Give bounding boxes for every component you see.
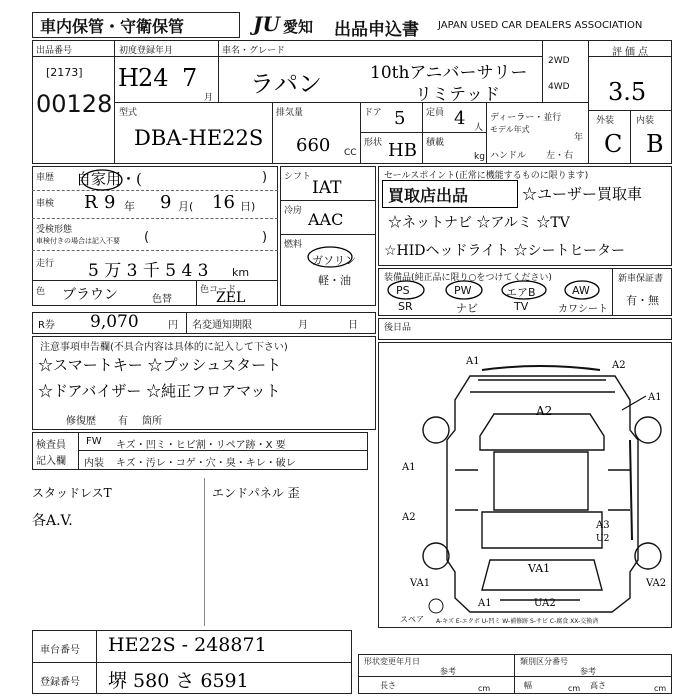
shape-value: HB xyxy=(388,140,417,161)
drive-2wd: 2WD xyxy=(548,56,570,66)
warranty-label: 新車保証書 xyxy=(618,274,664,284)
mileage-unit: km xyxy=(232,266,250,279)
diag-u2-right-door: U2 xyxy=(596,534,610,544)
repair-label: 修復歴 xyxy=(66,416,96,427)
later-items-label: 後日品 xyxy=(384,323,412,333)
notes-line2: ☆ドアバイザー ☆純正フロアマット xyxy=(38,382,281,400)
note-av: 各A.V. xyxy=(32,513,73,529)
use-paren-close: ) xyxy=(262,170,268,185)
registration-era: H xyxy=(118,64,139,92)
equip-tv: TV xyxy=(514,300,529,313)
equip-aw: AW xyxy=(572,284,590,297)
accept-note: 車検付きの場合は記入不要 xyxy=(36,237,120,245)
fw-label: FW xyxy=(86,436,102,447)
exterior-value: C xyxy=(604,130,623,158)
model-name: ラパン xyxy=(250,70,322,98)
inspection-month: 9 xyxy=(160,192,172,213)
shape-change-sub: 参考 xyxy=(440,667,456,676)
sales-line2: ☆HIDヘッドライト ☆シートヒーター xyxy=(384,243,625,259)
score-value: 3.5 xyxy=(608,78,647,106)
accept-paren-close: ) xyxy=(262,230,268,245)
diag-a1-right: A1 xyxy=(648,392,662,403)
interior-value: B xyxy=(646,130,664,158)
interior-label: 内装 xyxy=(636,116,655,126)
fuel-label: 燃料 xyxy=(284,240,303,250)
doors-label: ドア xyxy=(364,108,382,118)
recycle-value: 9,070 xyxy=(90,312,139,332)
height-unit: cm xyxy=(654,684,667,693)
diag-a1-left-door: A1 xyxy=(402,462,416,473)
ac-value: AAC xyxy=(308,210,344,229)
inspection-era: R xyxy=(84,192,98,213)
registration-month-unit: 月 xyxy=(204,93,214,103)
inspector-label1: 検査員 xyxy=(36,440,66,451)
diag-a2-roof: A2 xyxy=(536,404,553,418)
inspector-label2: 記入欄 xyxy=(36,456,66,467)
model-year-unit: 年 xyxy=(574,133,584,143)
repair-value: 有 xyxy=(118,416,128,427)
load-label: 積載 xyxy=(426,138,445,148)
diag-ua2-bottom: UA2 xyxy=(534,598,556,609)
in-label: 内装 xyxy=(84,458,104,469)
note-endpanel: エンドパネル 歪 xyxy=(212,486,300,500)
diag-va2-right: VA2 xyxy=(646,578,667,589)
model-label: 車名・グレード xyxy=(222,46,286,56)
ac-label: 冷房 xyxy=(284,206,303,216)
color-change-label: 色替 xyxy=(152,294,172,305)
note-studless: スタッドレスT xyxy=(32,486,112,500)
width-unit: cm xyxy=(568,684,581,693)
equipment-label: 装備品(純正品に限り○をつけてください) xyxy=(384,273,552,283)
load-unit: kg xyxy=(474,152,485,162)
spare-label: スペア xyxy=(400,615,424,624)
recycle-unit: 円 xyxy=(168,320,178,331)
notes-label: 注意事項申告欄(不具合内容は具体的に記入して下さい) xyxy=(40,342,288,353)
diag-a2-left-door: A2 xyxy=(402,512,416,523)
notes-line1: ☆スマートキー ☆プッシュスタート xyxy=(38,356,282,374)
mileage-value: 5 万 3 千 5 4 3 xyxy=(88,261,209,281)
lot-label: 出品番号 xyxy=(36,46,73,56)
deadline-month-unit: 月 xyxy=(298,320,308,331)
registration-year: 24 xyxy=(138,64,169,92)
model-grade-line1: 10thアニバーサリー xyxy=(370,63,528,83)
warranty-options: 有・無 xyxy=(626,294,659,307)
fuel-diesel: 軽・油 xyxy=(318,274,351,287)
diag-a2-top-right: A2 xyxy=(612,360,626,371)
accept-paren-open: ( xyxy=(144,230,150,245)
lot-sub-number: [2173] xyxy=(46,66,83,79)
inspection-year-unit: 年 xyxy=(124,200,135,213)
chassis-label: 車台番号 xyxy=(40,645,80,656)
use-value: 自家用・( xyxy=(76,170,142,188)
sales-line0: 買取店出品 xyxy=(388,186,469,205)
inspection-day: 16 xyxy=(212,192,235,213)
deadline-day-unit: 日 xyxy=(348,320,358,331)
shift-label: シフト xyxy=(284,172,312,182)
model-grade-line2: リミテッド xyxy=(415,85,500,105)
use-label: 車歴 xyxy=(36,173,55,183)
plate-value: 堺 580 さ 6591 xyxy=(108,670,249,692)
equip-pw: PW xyxy=(454,284,472,297)
displacement-unit: CC xyxy=(344,148,357,158)
registration-month: 7 xyxy=(182,64,198,92)
lot-number: 00128 xyxy=(36,90,113,118)
shape-label: 形状 xyxy=(364,138,383,148)
color-code-value: ZEL xyxy=(216,290,246,306)
diag-va1-center: VA1 xyxy=(528,562,551,575)
equip-airbag: エアB xyxy=(506,286,536,299)
equip-ps: PS xyxy=(396,284,410,297)
type-label: 型式 xyxy=(119,108,138,118)
inspection-month-unit: 月( xyxy=(178,200,194,213)
form-title: 出品申込書 xyxy=(334,20,419,40)
shape-change-label: 形状変更年月日 xyxy=(364,657,420,666)
capacity-value: 4 xyxy=(454,108,466,129)
width-label: 幅 xyxy=(524,681,532,690)
storage-label: 車内保管・守衛保管 xyxy=(40,17,185,36)
registration-label: 初度登録年月 xyxy=(119,46,174,56)
length-label: 長さ xyxy=(380,681,396,690)
color-label: 色 xyxy=(36,287,46,297)
diag-a1-bottom: A1 xyxy=(478,598,492,609)
length-unit: cm xyxy=(478,684,491,693)
shift-value: IAT xyxy=(312,178,342,198)
equip-navi: ナビ xyxy=(456,302,478,315)
diag-va1-left: VA1 xyxy=(410,578,431,589)
sales-label: セールスポイント(正常に機能するものに限ります) xyxy=(384,171,589,181)
deadline-label: 名変通知期限 xyxy=(192,320,252,331)
class-number-label: 類別区分番号 xyxy=(520,657,568,666)
chassis-value: HE22S - 248871 xyxy=(108,634,267,656)
capacity-unit: 人 xyxy=(474,123,484,133)
displacement-label: 排気量 xyxy=(276,108,304,118)
equip-kawaseat: カワシート xyxy=(558,304,608,315)
plate-label: 登録番号 xyxy=(40,677,80,688)
inspection-label: 車検 xyxy=(36,199,55,209)
sales-line0b: ☆ユーザー買取車 xyxy=(522,185,643,203)
org-name: 愛知 xyxy=(283,18,314,36)
type-value: DBA-HE22S xyxy=(134,126,264,150)
doors-value: 5 xyxy=(394,108,406,129)
displacement-value: 660 xyxy=(296,135,331,156)
color-code-label: 色コード xyxy=(200,285,237,295)
drive-4wd: 4WD xyxy=(548,82,570,92)
damage-legend: A-キズ E-エクボ U-凹ミ W-補修跡 S-サビ C-腐食 XX-交換済 xyxy=(436,618,599,625)
height-label: 高さ xyxy=(590,681,606,690)
repair-place: 箇所 xyxy=(142,416,162,427)
fuel-gasoline: ガソリン xyxy=(312,254,356,267)
model-year-label: モデル年式 xyxy=(490,125,530,134)
diag-a1-top-left: A1 xyxy=(466,356,480,367)
capacity-label: 定員 xyxy=(426,108,445,118)
accept-label: 受検形態 xyxy=(36,225,73,235)
color-value: ブラウン xyxy=(62,287,118,303)
inspection-year: 9 xyxy=(104,192,116,213)
score-label: 評価点 xyxy=(612,47,651,58)
mileage-label: 走行 xyxy=(36,259,55,269)
ju-logo: JU xyxy=(253,12,280,36)
in-items: キズ・汚レ・コゲ・穴・臭・キレ・破レ xyxy=(116,458,296,469)
handle-options: 左・右 xyxy=(546,151,574,161)
sales-line1: ☆ネットナビ ☆アルミ ☆TV xyxy=(388,215,570,231)
fw-items: キズ・凹ミ・ヒビ割・リペア跡・X 要 xyxy=(116,440,286,451)
diag-a3-right-door: A3 xyxy=(596,520,610,531)
dealer-label: ディーラー・並行 xyxy=(490,113,562,123)
association-name: JAPAN USED CAR DEALERS ASSOCIATION xyxy=(438,20,643,31)
exterior-label: 外装 xyxy=(596,116,615,126)
equip-sr: SR xyxy=(398,300,413,313)
inspection-day-unit: 日) xyxy=(240,200,256,213)
recycle-label: R券 xyxy=(38,320,55,331)
handle-label: ハンドル xyxy=(490,151,527,161)
class-number-sub: 参考 xyxy=(580,667,596,676)
